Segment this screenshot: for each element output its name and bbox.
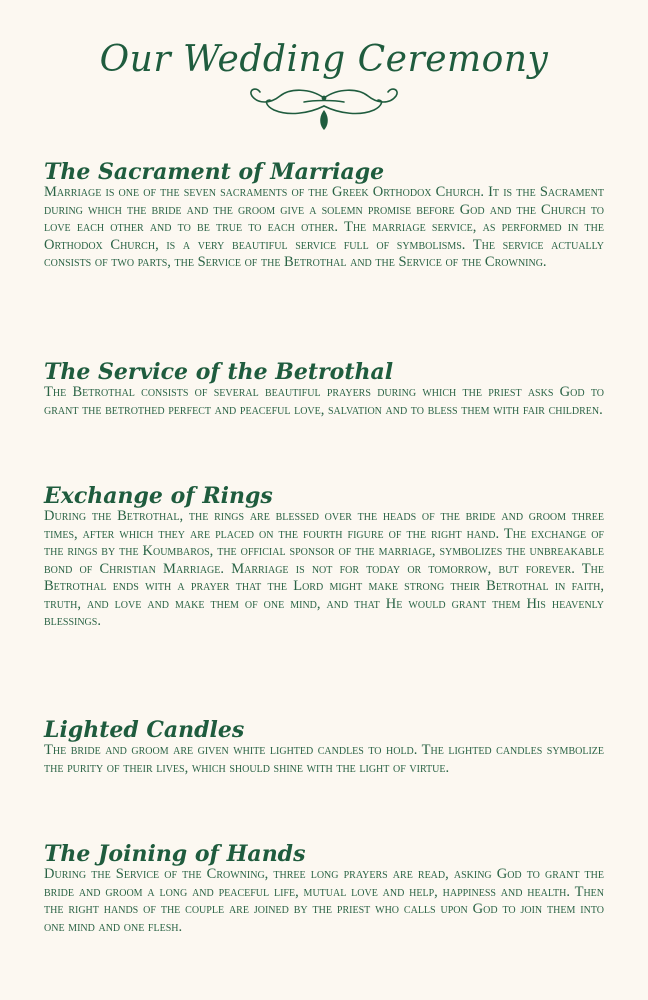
section-heading: The Joining of Hands [44, 841, 306, 867]
section-body: The Betrothal consists of several beautiful prayers during which the priest asks God to grant the betrothed perfect and peaceful love, salvation and to bless them with fair children. [44, 384, 604, 418]
section-body: Marriage is one of the seven sacraments of the Greek Orthodox Church. It is the Sacrament during which the bride and the groom give a solemn promise before God and the Church to love each other and to be true to each other. The marriage service, as performed in the Orthodox Church, is a very beautiful service full of symbolisms. The service actually consists of two parts, the Service of the Betrothal and the Service of the Crowning. [44, 184, 604, 270]
section-service-of-betrothal [44, 360, 604, 419]
flourish-ornament [244, 84, 404, 134]
section-exchange-of-rings [44, 484, 604, 631]
section-joining-of-hands [44, 842, 604, 936]
section-body: The bride and groom are given white lighted candles to hold. The lighted candles symbolize the purity of their lives, which should shine with the light of virtue. [44, 742, 604, 776]
section-heading: The Service of the Betrothal [44, 359, 394, 385]
section-sacrament-of-marriage [44, 160, 604, 272]
section-body: During the Service of the Crowning, three long prayers are read, asking God to grant the bride and groom a long and peaceful life, mutual love and help, happiness and health. Then the right hands of the couple are joined by the priest who calls upon God to join them into one mind and one flesh. [44, 866, 604, 935]
section-heading: Exchange of Rings [44, 483, 273, 509]
section-body: During the Betrothal, the rings are blessed over the heads of the bride and groom three times, after which they are placed on the fourth figure of the right hand. The exchange of the rings by the Koumbaros, the official sponsor of the marriage, symbolizes the unbreakable bond of Christian Marriage. Marriage is not for today or tomorrow, but forever. The Betrothal ends with a prayer that the Lord might make strong their Betrothal in faith, truth, and love and make them of one mind, and that He would grant them His heavenly blessings. [44, 508, 604, 629]
section-heading: The Sacrament of Marriage [44, 159, 385, 185]
section-lighted-candles [44, 718, 604, 777]
section-heading: Lighted Candles [44, 717, 245, 743]
page-title: Our Wedding Ceremony [99, 39, 549, 80]
